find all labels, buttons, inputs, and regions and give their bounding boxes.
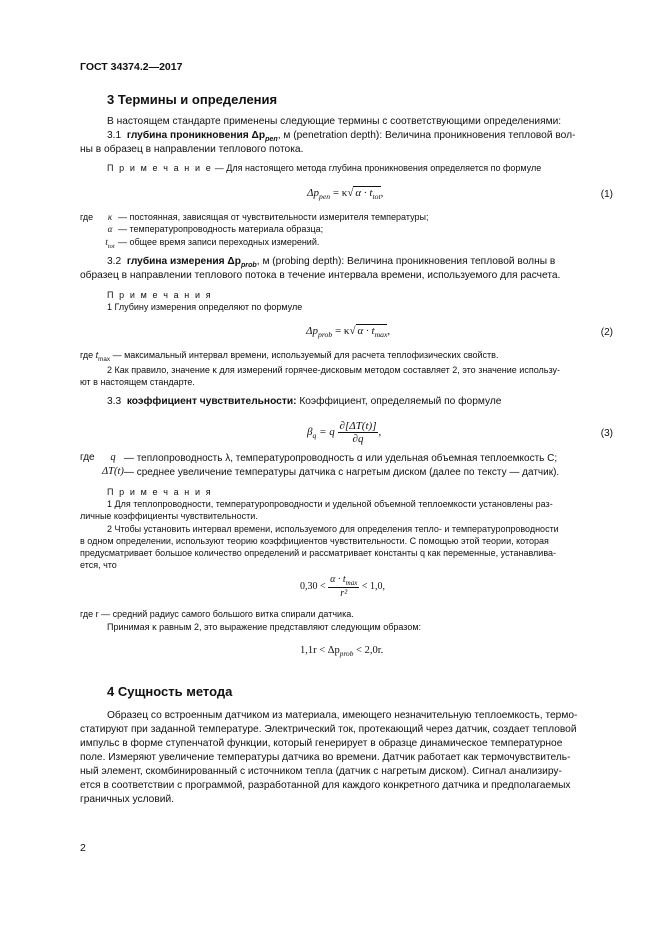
note-3-2-1: 1 Глубину измерения определяют по формуле xyxy=(107,302,303,312)
formula-1-number: (1) xyxy=(600,189,613,200)
formula-2-number: (2) xyxy=(600,327,613,338)
section-4-line-2: статируют при заданной температуре. Электрический ток, протекающий через датчик, создает тепловой xyxy=(80,724,577,735)
note-3-3-1-line2: личные коэффициенты чувствительности. xyxy=(80,511,258,521)
term-3-1-title: глубина проникновения $\Delta p_{pen}$ xyxy=(126,130,278,144)
r-where: где r — средний радиус самого большого витка спирали датчика. xyxy=(80,609,354,619)
note-3-3-2-line4: ется, что xyxy=(80,560,117,570)
formula-3-number: (3) xyxy=(600,428,613,439)
term-3-1-line2: ны в образец в направлении теплового потока. xyxy=(80,144,304,155)
term-3-1: 3.1 глубина проникновения $\Delta p_{pen}$, м (penetration depth): Величина проникновения тепловой вол- xyxy=(107,130,576,144)
document-header: ГОСТ 34374.2—2017 xyxy=(80,61,183,73)
term-3-3: 3.3 коэффициент чувствительности: Коэффициент, определяемый по формуле xyxy=(107,396,502,407)
section-3-intro: В настоящем стандарте применены следующие термины с соответствующими определениями: xyxy=(107,116,562,127)
note-1: П р и м е ч а н и е — Для настоящего метода глубина проникновения определяется по формуле xyxy=(107,163,542,173)
formula-3: $\beta_q = q$ $\frac{\partial[\Delta T(t)]}{\partial q}$ , xyxy=(307,420,382,445)
section-4-line-5: ный элемент, скомбинированный с источником тепла (датчик с нагретым диском). Сигнал анализиру- xyxy=(80,766,562,777)
kappa-line: Принимая κ равным 2, это выражение представляют следующим образом: xyxy=(107,622,422,632)
note-3-3-2-line1: 2 Чтобы установить интервал времени, используемого для определения тепло- и температуропроводности xyxy=(107,524,559,534)
where-block-2: где q — теплопроводность λ, температуропроводность α или удельная объемная теплоемкость C; ΔT(t) — среднее увеличение температуры датчика с нагретым диском (далее по тексту — датчик). xyxy=(80,452,560,478)
section-3-title: 3 Термины и определения xyxy=(107,92,278,107)
term-3-2-line2: образец в направлении теплового потока в течение интервала времени, используемого для расчета. xyxy=(80,270,561,281)
section-4-title: 4 Сущность метода xyxy=(107,684,233,699)
tmax-where: где $t_{max}$ — максимальный интервал времени, используемый для расчета теплофизических свойств. xyxy=(80,350,499,363)
formula-4: 0,30 < $\frac{\alpha \cdot t_{max}}{\text{r²}}$ < 1,0, xyxy=(300,574,385,599)
page-number: 2 xyxy=(80,842,86,854)
section-4-line-3: импульс в форме ступенчатой функции, который генерирует в образце динамическое температурное xyxy=(80,738,563,749)
section-4-line-4: поле. Измеряют увеличение температуры датчика во времени. Датчик работает как термочувствитель- xyxy=(80,752,571,763)
note-3-2-2-line2: ют в настоящем стандарте. xyxy=(80,377,195,387)
note-3-3-2-line2: в одном определении, используют теорию коэффициентов чувствительности. С помощью этой теории, которая xyxy=(80,536,549,546)
formula-2: $\Delta p_{prob} = \kappa√$ $\alpha \cdot t_{max}$, xyxy=(306,325,391,340)
where-block-1: где κ — постоянная, зависящая от чувствительности измерителя температуры; α — температуропроводность материала образца; $t_{tot}$ — общее время записи переходных измерений. xyxy=(80,212,429,250)
notes-label-2: П р и м е ч а н и я xyxy=(107,487,213,497)
section-4-line-6: ется в соответствии с программой, разработанной для каждого конкретного датчика и предполагаемых xyxy=(80,780,571,791)
section-4-line-1: Образец со встроенным датчиком из материала, имеющего незначительную теплоемкость, термо- xyxy=(107,710,578,721)
term-3-2: 3.2 глубина измерения $\Delta p_{prob}$, м (probing depth): Величина проникновения тепловой волны в xyxy=(107,256,556,270)
note-3-2-2-line1: 2 Как правило, значение κ для измерений горячее-дисковым методом составляет 2, это значение использу- xyxy=(107,365,560,375)
formula-5: $1,1r < \Delta p_{prob} < 2,0r$. xyxy=(300,645,384,659)
note-3-3-2-line3: предусматривает большое количество определений и рассматривает константы q как переменные, устанавлива- xyxy=(80,548,557,558)
note-3-3-1-line1: 1 Для теплопроводности, температуропроводности и удельной объемной теплоемкости установлены раз- xyxy=(107,499,553,509)
notes-label-1: П р и м е ч а н и я xyxy=(107,290,213,300)
formula-1: $\Delta p_{pen} = \kappa√$ $\alpha \cdot t_{tot}$, xyxy=(307,187,384,202)
section-4-line-7: граничных условий. xyxy=(80,794,174,805)
